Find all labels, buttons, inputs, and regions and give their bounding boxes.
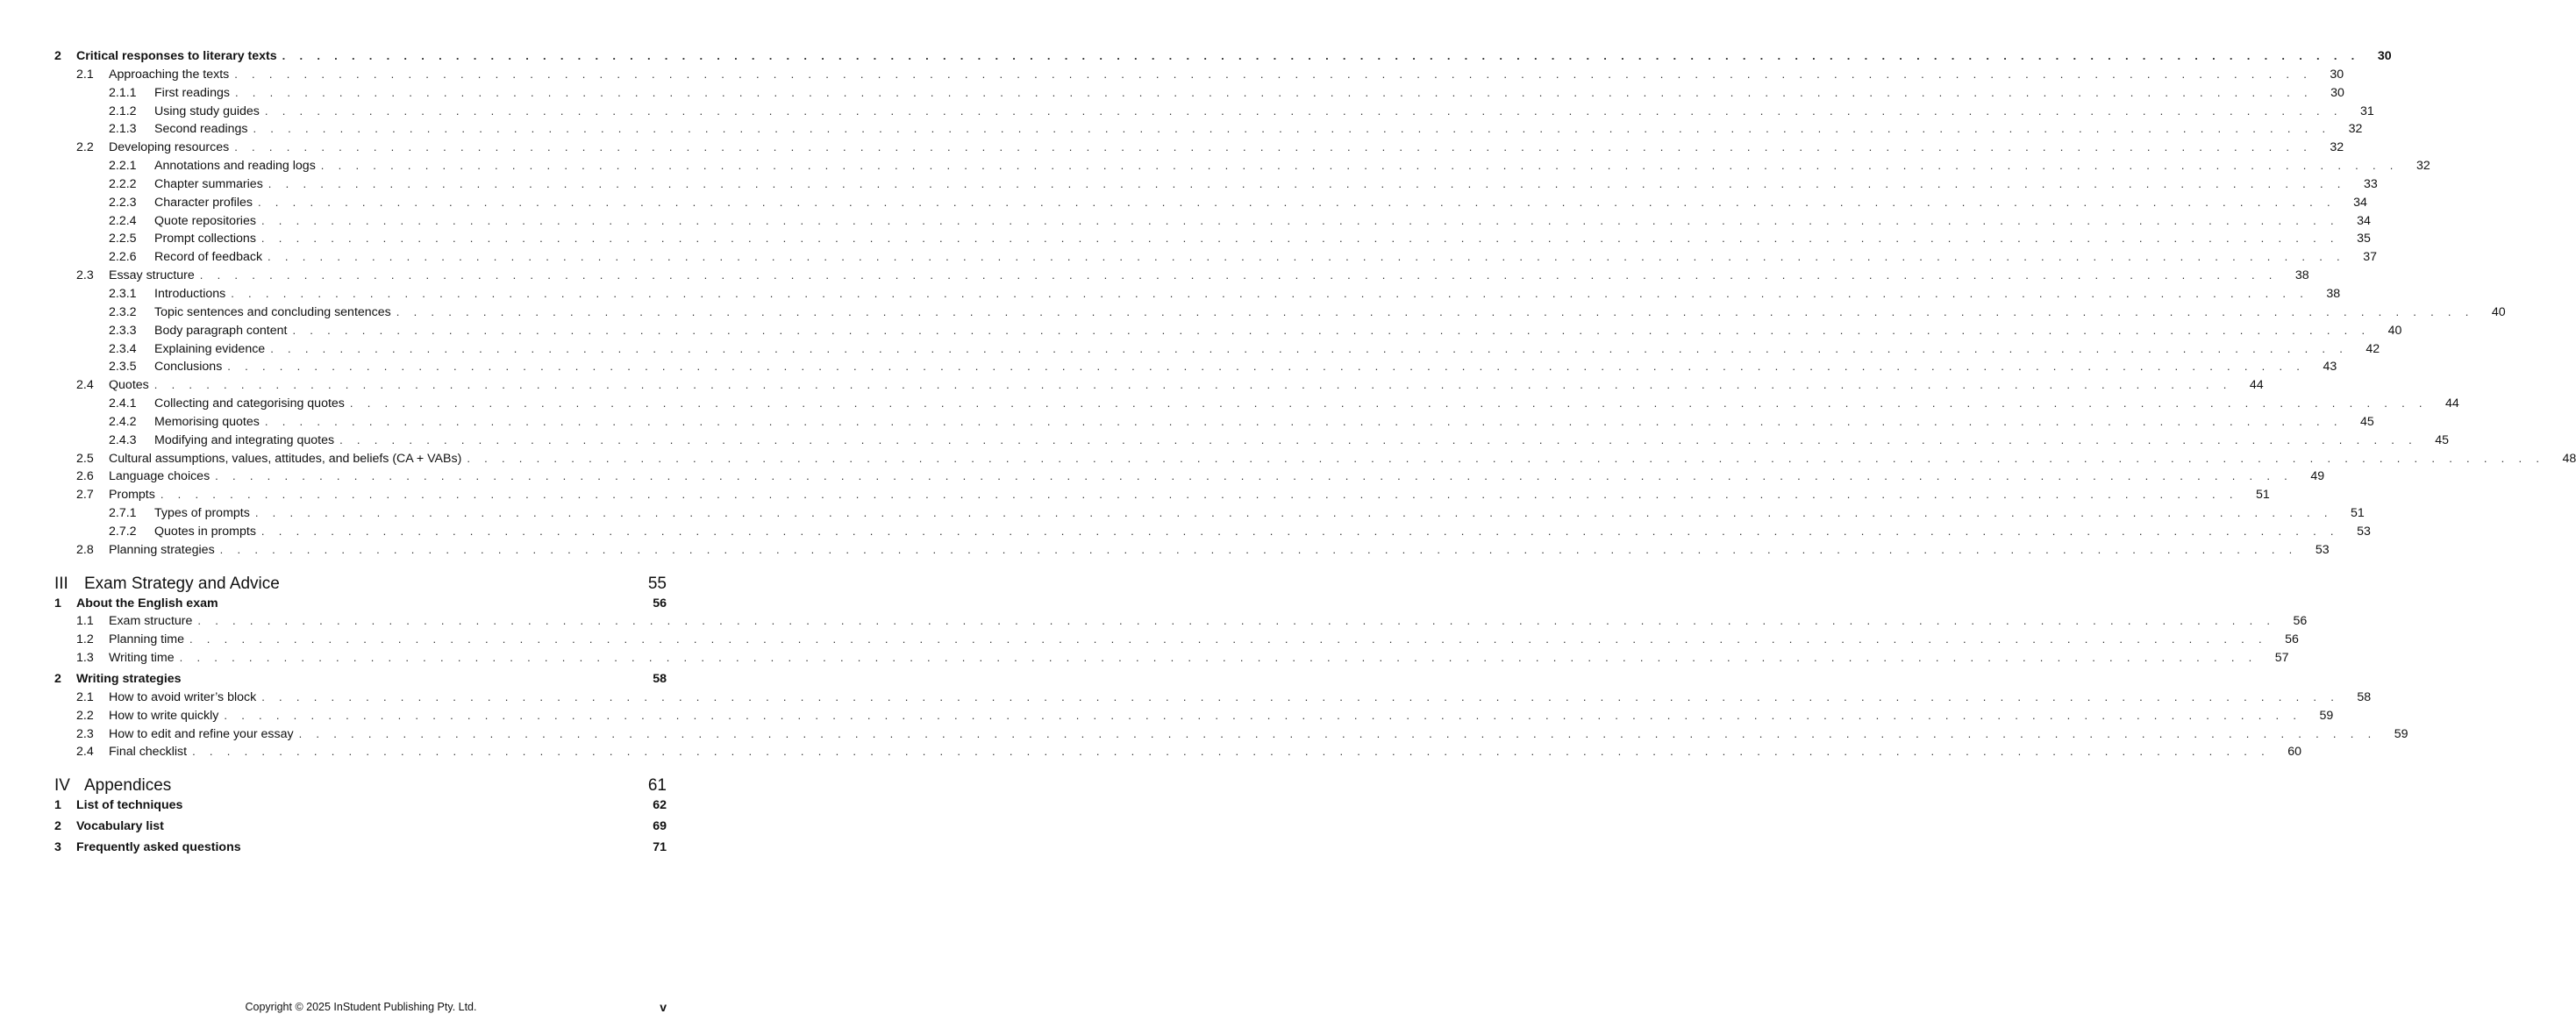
dot-leader: . . . . . . . . . . . . . . . . . . . . . . . . . . . . . . . . . . . . . . . . . . . . . . . . . . . . . . . . . . . . . . . . . . . . . . . . . . . . . . . . . . . . . . . . . . . . . . . . . . . . . . . . . . . . . . . . . . . . . . . . [264,414,2343,428]
table-of-contents [54,47,2576,857]
toc-entry-page: 60 [2287,745,2302,760]
toc-entry-number: 2.4 [76,378,94,393]
toc-entry-chapter[interactable] [54,818,667,836]
toc-entry-sub[interactable] [54,175,2378,194]
toc-entry-page: 44 [2445,396,2459,411]
toc-entry-sec[interactable] [54,725,2408,744]
toc-entry-number: 1 [54,596,61,610]
toc-entry-chapter[interactable] [54,796,667,815]
toc-entry-sub[interactable] [54,432,2449,450]
toc-entry-sec[interactable] [54,541,2330,560]
dot-leader: . . . . . . . . . . . . . . . . . . . . . . . . . . . . . . . . . . . . . . . . . . . . . . . . . . . . . . . . . . . . . . . . . . . . . . . . . . . . . . . . . . . . . . . . . . . . . . . . . . . . . . . . . . . . . . . . . . . . . . . . [260,524,2339,538]
toc-entry-page: 56 [2293,614,2308,629]
toc-entry-title: Developing resources [109,139,234,157]
toc-entry-title: Exam Strategy and Advice [84,574,280,593]
toc-entry-title: Quotes in prompts [154,523,261,541]
toc-entry-number: 2.4 [76,745,94,760]
toc-entry-title: Topic sentences and concluding sentences [154,303,396,322]
dot-leader: . . . . . . . . . . . . . . . . . . . . . . . . . . . . . . . . . . . . . . . . . . . . . . . . . . . . . . . . . . . . . . . . . . . . . . . . . . . . . . . . . . . . . . . . . . . . . . . . . . . . . . . . . . . . . . . . . . . . . . . . [268,176,2346,190]
dot-leader: . . . . . . . . . . . . . . . . . . . . . . . . . . . . . . . . . . . . . . . . . . . . . . . . . . . . . . . . . . . . . . . . . . . . . . . . . . . . . . . . . . . . . . . . . . . . . . . . . . . . . . . . . . . . . . . . . . . . . . . . [227,360,2306,374]
toc-entry-title: Quotes [109,376,154,395]
toc-entry-sec[interactable] [54,707,2334,725]
toc-entry-title: Body paragraph content [154,322,292,340]
dot-leader: . . . . . . . . . . . . . . . . . . . . . . . . . . . . . . . . . . . . . . . . . . . . . . . . . . . . . . . . . . . . . . . . . . . . . . . . . . . . . . . . . . . . . . . . . . . . . . . . . . . . . . . . . . . . . . . . . . . . . . . . [339,432,2417,446]
dot-leader: . . . . . . . . . . . . . . . . . . . . . . . . . . . . . . . . . . . . . . . . . . . . . . . . . . . . . . . . . . . . . . . . . . . . . . . . . . . . . . . . . . . . . . . . . . . . . . . . . . . . . . . . . . . . . . . . . . . . . . . . [260,232,2339,246]
toc-entry-sub[interactable] [54,322,2402,340]
toc-entry-sec[interactable] [54,612,2308,631]
toc-entry-page: 53 [2357,524,2371,539]
toc-entry-number: 2.3.2 [109,304,137,319]
toc-entry-part[interactable] [54,574,667,595]
toc-entry-number: 2.2.3 [109,195,137,210]
toc-entry-page: 51 [2255,488,2270,503]
toc-entry-chapter[interactable] [54,47,2392,66]
dot-leader: . . . . . . . . . . . . . . . . . . . . . . . . . . . . . . . . . . . . . . . . . . . . . . . . . . . . . . . . . . . . . . . . . . . . . . . . . . . . . . . . . . . . . . . . . . . . . . . . . . . . . . . . . . . . . . . . . . . . . . . . [292,323,2371,337]
toc-entry-number: 1.1 [76,614,94,629]
toc-entry-sub[interactable] [54,212,2371,231]
toc-entry-title: List of techniques [76,796,188,815]
dot-leader: . . . . . . . . . . . . . . . . . . . . . . . . . . . . . . . . . . . . . . . . . . . . . . . . . . . . . . . . . . . . . . . . . . . . . . . . . . . . . . . . . . . . . . . . . . . . . . . . . . . . . . . . . . . . . . . . . . . . . . . . [234,85,2313,99]
toc-entry-chapter[interactable] [54,595,667,613]
toc-entry-number: 2.1 [76,689,94,704]
toc-entry-page: 62 [653,798,667,813]
toc-entry-chapter[interactable] [54,670,667,689]
toc-entry-title: Chapter summaries [154,175,268,194]
toc-entry-title: Quote repositories [154,212,261,231]
toc-entry-title: Writing time [109,649,180,668]
toc-entry-title: Planning time [109,631,189,649]
toc-entry-page: 71 [653,839,667,854]
toc-entry-number: 2.1.2 [109,104,137,118]
toc-entry-sub[interactable] [54,413,2374,432]
toc-entry-sub[interactable] [54,84,2344,103]
toc-entry-page: 40 [2387,323,2402,338]
toc-entry-sub[interactable] [54,395,2459,413]
toc-entry-number: 2 [54,49,61,63]
toc-entry-number: 2.2.1 [109,159,137,174]
toc-entry-number: 2.7.1 [109,506,137,521]
dot-leader: . . . . . . . . . . . . . . . . . . . . . . . . . . . . . . . . . . . . . . . . . . . . . . . . . . . . . . . . . . . . . . . . . . . . . . . . . . . . . . . . . . . . . . . . . . . . . . . . . . . . . . . . . . . . . . . . . . . . . . . . [257,195,2336,209]
toc-entry-number: 2.3.5 [109,360,137,375]
dot-leader: . . . . . . . . . . . . . . . . . . . . . . . . . . . . . . . . . . . . . . . . . . . . . . . . . . . . . . . . . . . . . . . . . . . . . . . . . . . . . . . . . . . . . . . . . . . . . . . . . . . . . . . . . . . . . . . . . . . . . . . . [253,122,2331,136]
toc-entry-sec[interactable] [54,376,2264,395]
toc-entry-number: 2.4.1 [109,396,137,411]
toc-entry-title: Conclusions [154,358,227,376]
toc-entry-number: 2.3 [76,268,94,283]
toc-entry-page: 45 [2435,432,2449,447]
dot-leader: . . . . . . . . . . . . . . . . . . . . . . . . . . . . . . . . . . . . . . . . . . . . . . . . . . . . . . . . . . . . . . . . . . . . . . . . . . . . . . . . . . . . . . . . . . . . . . . . . . . . . . . . . . . . . . . . . . . . . . . . [396,304,2474,318]
toc-entry-page: 40 [2491,304,2506,319]
dot-leader: . . . . . . . . . . . . . . . . . . . . . . . . . . . . . . . . . . . . . . . . . . . . . . . . . . . . . . . . . . . . . . . . . . . . . . . . . . . . . . . . . . . . . . . . . . . . . . . . . . . . . . . . . . . . . . . . . . . . . . . . [270,341,2349,355]
toc-entry-page: 38 [2294,268,2309,283]
toc-entry-sub[interactable] [54,340,2380,359]
toc-entry-number: 1 [54,798,61,813]
toc-entry-sec[interactable] [54,139,2344,157]
dot-leader: . . . . . . . . . . . . . . . . . . . . . . . . . . . . . . . . . . . . . . . . . . . . . . . . . . . . . . . . . . . . . . . . . . . . . . . . . . . . . . . . . . . . . . . . . . . . . . . . . . . . . . . . . . . . . . . . . . . . . . . . [467,451,2545,465]
toc-entry-sec[interactable] [54,267,2309,285]
toc-entry-sub[interactable] [54,248,2377,267]
toc-entry-title: Cultural assumptions, values, attitudes, and beliefs (CA + VABs) [109,450,467,468]
toc-entry-page: 31 [2360,104,2374,118]
toc-entry-page: 43 [2323,360,2337,375]
toc-entry-sec[interactable] [54,468,2325,486]
toc-entry-sub[interactable] [54,504,2365,523]
toc-entry-sec[interactable] [54,689,2372,707]
dot-leader: . . . . . . . . . . . . . . . . . . . . . . . . . . . . . . . . . . . . . . . . . . . . . . . . . . . . . . . . . . . . . . . . . . . . . . . . . . . . . . . . . . . . . . . . . . . . . . . . . . . . . . . . . . . . . . . . . . . . . . . . [231,286,2309,300]
toc-entry-title: Critical responses to literary texts [76,47,282,66]
toc-entry-sub[interactable] [54,303,2506,322]
toc-entry-number: 2.3.1 [109,286,137,301]
copyright-notice: Copyright © 2025 InStudent Publishing Pty. Ltd. [245,1001,477,1013]
toc-entry-page: 55 [647,574,667,593]
toc-entry-number: 2.2 [76,140,94,155]
toc-entry-sec[interactable] [54,649,2289,668]
toc-entry-title: Writing strategies [76,670,187,689]
toc-entry-title: Using study guides [154,103,265,121]
toc-entry-page: 33 [2363,176,2378,191]
toc-entry-page: 56 [653,596,667,610]
toc-entry-sec[interactable] [54,486,2270,504]
dot-leader: . . . . . . . . . . . . . . . . . . . . . . . . . . . . . . . . . . . . . . . . . . . . . . . . . . . . . . . . . . . . . . . . . . . . . . . . . . . . . . . . . . . . . . . . . . . . . . . . . . . . . . . . . . . . . . . . . . . . . . . . [192,745,2271,759]
toc-entry-title: Collecting and categorising quotes [154,395,350,413]
toc-entry-page: 49 [2310,469,2325,484]
toc-entry-page: 38 [2326,286,2341,301]
toc-entry-number: 2.1 [76,67,94,82]
toc-entry-title: Language choices [109,468,215,486]
toc-entry-page: 32 [2348,122,2363,137]
toc-entry-page: 30 [2377,49,2392,63]
dot-leader: . . . . . . . . . . . . . . . . . . . . . . . . . . . . . . . . . . . . . . . . . . . . . . . . . . . . . . . . . . . . . . . . . . . . . . . . . . . . . . . . . . . . . . . . . . . . . . . . . . . . . . . . . . . . . . . . . . . . . . . . [261,689,2340,703]
toc-entry-number: 2.8 [76,542,94,557]
toc-entry-number: 2.2.6 [109,250,137,265]
toc-entry-page: 58 [653,672,667,686]
toc-entry-page: 35 [2357,232,2371,246]
toc-entry-page: 48 [2562,451,2576,466]
toc-entry-sec[interactable] [54,66,2344,84]
dot-leader: . . . . . . . . . . . . . . . . . . . . . . . . . . . . . . . . . . . . . . . . . . . . . . . . . . . . . . . . . . . . . . . . . . . . . . . . . . . . . . . . . . . . . . . . . . . . . . . . . . . . . . . . . . . . . . . . . . . . . . . . [282,49,2360,62]
toc-entry-sec[interactable] [54,743,2302,761]
toc-entry-sub[interactable] [54,120,2363,139]
toc-entry-page: 30 [2330,85,2344,100]
toc-entry-page: 42 [2365,341,2380,356]
dot-leader: . . . . . . . . . . . . . . . . . . . . . . . . . . . . . . . . . . . . . . . . . . . . . . . . . . . . . . . . . . . . . . . . . . . . . . . . . . . . . . . . . . . . . . . . . . . . . . . . . . . . . . . . . . . . . . . . . . . . . . . . [298,726,2377,740]
toc-entry-number: 2.2.5 [109,232,137,246]
toc-entry-title: Introductions [154,285,231,303]
toc-entry-sec[interactable] [54,631,2299,649]
toc-entry-number: 2.1.3 [109,122,137,137]
toc-entry-page: 51 [2350,506,2365,521]
toc-entry-title: Prompt collections [154,230,261,248]
toc-entry-title: Vocabulary list [76,818,169,836]
toc-entry-page: 56 [2285,632,2299,647]
toc-entry-number: IV [54,776,70,796]
toc-entry-number: 2.2.2 [109,176,137,191]
toc-entry-title: Types of prompts [154,504,255,523]
toc-entry-title: Annotations and reading logs [154,157,321,175]
toc-entry-title: Second readings [154,120,253,139]
toc-entry-page: 57 [2274,651,2289,666]
dot-leader: . . . . . . . . . . . . . . . . . . . . . . . . . . . . . . . . . . . . . . . . . . . . . . . . . . . . . . . . . . . . . . . . . . . . . . . . . . . . . . . . . . . . . . . . . . . . . . . . . . . . . . . . . . . . . . . . . . . . . . . . [153,378,2232,392]
toc-entry-number: 2.5 [76,451,94,466]
toc-entry-page: 59 [2319,708,2334,723]
toc-entry-sub[interactable] [54,523,2371,541]
toc-entry-title: How to write quickly [109,707,224,725]
toc-entry-title: Planning strategies [109,541,220,560]
toc-entry-page: 32 [2415,159,2430,174]
toc-entry-page: 58 [2357,689,2372,704]
dot-leader: . . . . . . . . . . . . . . . . . . . . . . . . . . . . . . . . . . . . . . . . . . . . . . . . . . . . . . . . . . . . . . . . . . . . . . . . . . . . . . . . . . . . . . . . . . . . . . . . . . . . . . . . . . . . . . . . . . . . . . . . [160,488,2238,502]
dot-leader: . . . . . . . . . . . . . . . . . . . . . . . . . . . . . . . . . . . . . . . . . . . . . . . . . . . . . . . . . . . . . . . . . . . . . . . . . . . . . . . . . . . . . . . . . . . . . . . . . . . . . . . . . . . . . . . . . . . . . . . . [254,506,2333,520]
toc-entry-number: 1.3 [76,651,94,666]
dot-leader: . . . . . . . . . . . . . . . . . . . . . . . . . . . . . . . . . . . . . . . . . . . . . . . . . . . . . . . . . . . . . . . . . . . . . . . . . . . . . . . . . . . . . . . . . . . . . . . . . . . . . . . . . . . . . . . . . . . . . . . . [219,542,2298,556]
toc-entry-number: 2.6 [76,469,94,484]
toc-entry-number: 2.2 [76,708,94,723]
dot-leader: . . . . . . . . . . . . . . . . . . . . . . . . . . . . . . . . . . . . . . . . . . . . . . . . . . . . . . . . . . . . . . . . . . . . . . . . . . . . . . . . . . . . . . . . . . . . . . . . . . . . . . . . . . . . . . . . . . . . . . . . [197,614,2276,628]
toc-entry-page: 30 [2330,67,2344,82]
toc-entry-chapter[interactable] [54,839,667,857]
toc-entry-number: 2.2.4 [109,213,137,228]
dot-leader: . . . . . . . . . . . . . . . . . . . . . . . . . . . . . . . . . . . . . . . . . . . . . . . . . . . . . . . . . . . . . . . . . . . . . . . . . . . . . . . . . . . . . . . . . . . . . . . . . . . . . . . . . . . . . . . . . . . . . . . . [264,104,2343,118]
toc-entry-number: III [54,574,68,593]
dot-leader: . . . . . . . . . . . . . . . . . . . . . . . . . . . . . . . . . . . . . . . . . . . . . . . . . . . . . . . . . . . . . . . . . . . . . . . . . . . . . . . . . . . . . . . . . . . . . . . . . . . . . . . . . . . . . . . . . . . . . . . . [320,159,2399,173]
toc-entry-page: 32 [2330,140,2344,155]
toc-entry-title: Appendices [84,776,172,796]
toc-entry-page: 44 [2249,378,2264,393]
dot-leader: . . . . . . . . . . . . . . . . . . . . . . . . . . . . . . . . . . . . . . . . . . . . . . . . . . . . . . . . . . . . . . . . . . . . . . . . . . . . . . . . . . . . . . . . . . . . . . . . . . . . . . . . . . . . . . . . . . . . . . . . [260,213,2339,227]
toc-entry-title: Memorising quotes [154,413,265,432]
toc-entry-title: Explaining evidence [154,340,270,359]
toc-entry-title: Character profiles [154,194,258,212]
toc-entry-part[interactable] [54,775,667,796]
page-number: v [660,1000,667,1014]
toc-entry-title: Approaching the texts [109,66,234,84]
dot-leader: . . . . . . . . . . . . . . . . . . . . . . . . . . . . . . . . . . . . . . . . . . . . . . . . . . . . . . . . . . . . . . . . . . . . . . . . . . . . . . . . . . . . . . . . . . . . . . . . . . . . . . . . . . . . . . . . . . . . . . . . [215,469,2294,483]
toc-entry-title: First readings [154,84,235,103]
dot-leader: . . . . . . . . . . . . . . . . . . . . . . . . . . . . . . . . . . . . . . . . . . . . . . . . . . . . . . . . . . . . . . . . . . . . . . . . . . . . . . . . . . . . . . . . . . . . . . . . . . . . . . . . . . . . . . . . . . . . . . . . [224,708,2302,722]
dot-leader: . . . . . . . . . . . . . . . . . . . . . . . . . . . . . . . . . . . . . . . . . . . . . . . . . . . . . . . . . . . . . . . . . . . . . . . . . . . . . . . . . . . . . . . . . . . . . . . . . . . . . . . . . . . . . . . . . . . . . . . . [349,396,2428,411]
toc-entry-title: About the English exam [76,595,224,613]
toc-entry-page: 34 [2353,195,2367,210]
dot-leader: . . . . . . . . . . . . . . . . . . . . . . . . . . . . . . . . . . . . . . . . . . . . . . . . . . . . . . . . . . . . . . . . . . . . . . . . . . . . . . . . . . . . . . . . . . . . . . . . . . . . . . . . . . . . . . . . . . . . . . . . [189,632,2267,646]
toc-entry-sec[interactable] [54,450,2576,468]
toc-entry-page: 34 [2357,213,2371,228]
toc-entry-sub[interactable] [54,103,2374,121]
dot-leader: . . . . . . . . . . . . . . . . . . . . . . . . . . . . . . . . . . . . . . . . . . . . . . . . . . . . . . . . . . . . . . . . . . . . . . . . . . . . . . . . . . . . . . . . . . . . . . . . . . . . . . . . . . . . . . . . . . . . . . . . [234,67,2313,81]
toc-entry-title: Modifying and integrating quotes [154,432,339,450]
toc-entry-sub[interactable] [54,230,2371,248]
toc-entry-sub[interactable] [54,194,2367,212]
dot-leader: . . . . . . . . . . . . . . . . . . . . . . . . . . . . . . . . . . . . . . . . . . . . . . . . . . . . . . . . . . . . . . . . . . . . . . . . . . . . . . . . . . . . . . . . . . . . . . . . . . . . . . . . . . . . . . . . . . . . . . . . [199,268,2278,282]
dot-leader: . . . . . . . . . . . . . . . . . . . . . . . . . . . . . . . . . . . . . . . . . . . . . . . . . . . . . . . . . . . . . . . . . . . . . . . . . . . . . . . . . . . . . . . . . . . . . . . . . . . . . . . . . . . . . . . . . . . . . . . . [268,250,2345,264]
toc-entry-title: Essay structure [109,267,200,285]
toc-entry-number: 2.3.4 [109,341,137,356]
dot-leader: . . . . . . . . . . . . . . . . . . . . . . . . . . . . . . . . . . . . . . . . . . . . . . . . . . . . . . . . . . . . . . . . . . . . . . . . . . . . . . . . . . . . . . . . . . . . . . . . . . . . . . . . . . . . . . . . . . . . . . . . [179,651,2258,665]
dot-leader: . . . . . . . . . . . . . . . . . . . . . . . . . . . . . . . . . . . . . . . . . . . . . . . . . . . . . . . . . . . . . . . . . . . . . . . . . . . . . . . . . . . . . . . . . . . . . . . . . . . . . . . . . . . . . . . . . . . . . . . . [234,140,2313,154]
toc-entry-page: 69 [653,819,667,834]
toc-entry-title: How to avoid writer’s block [109,689,261,707]
toc-entry-title: How to edit and refine your essay [109,725,299,744]
toc-entry-sub[interactable] [54,157,2430,175]
toc-entry-number: 2 [54,819,61,834]
toc-entry-number: 3 [54,839,61,854]
toc-entry-page: 45 [2360,414,2374,429]
toc-entry-title: Frequently asked questions [76,839,246,857]
page-footer [0,1000,722,1014]
toc-entry-page: 37 [2363,250,2377,265]
toc-entry-number: 1.2 [76,632,94,647]
toc-entry-number: 2.7.2 [109,524,137,539]
toc-entry-number: 2.3.3 [109,323,137,338]
toc-entry-page: 59 [2394,726,2408,741]
toc-entry-title: Final checklist [109,743,192,761]
toc-entry-number: 2.1.1 [109,85,137,100]
toc-entry-title: Exam structure [109,612,197,631]
toc-entry-sub[interactable] [54,285,2341,303]
toc-entry-number: 2 [54,672,61,686]
toc-entry-number: 2.4.3 [109,432,137,447]
toc-entry-title: Prompts [109,486,161,504]
toc-entry-page: 53 [2315,542,2330,557]
toc-entry-sub[interactable] [54,358,2337,376]
toc-entry-title: Record of feedback [154,248,268,267]
toc-entry-number: 2.4.2 [109,414,137,429]
toc-entry-page: 61 [647,776,667,796]
toc-entry-number: 2.7 [76,488,94,503]
toc-entry-number: 2.3 [76,726,94,741]
